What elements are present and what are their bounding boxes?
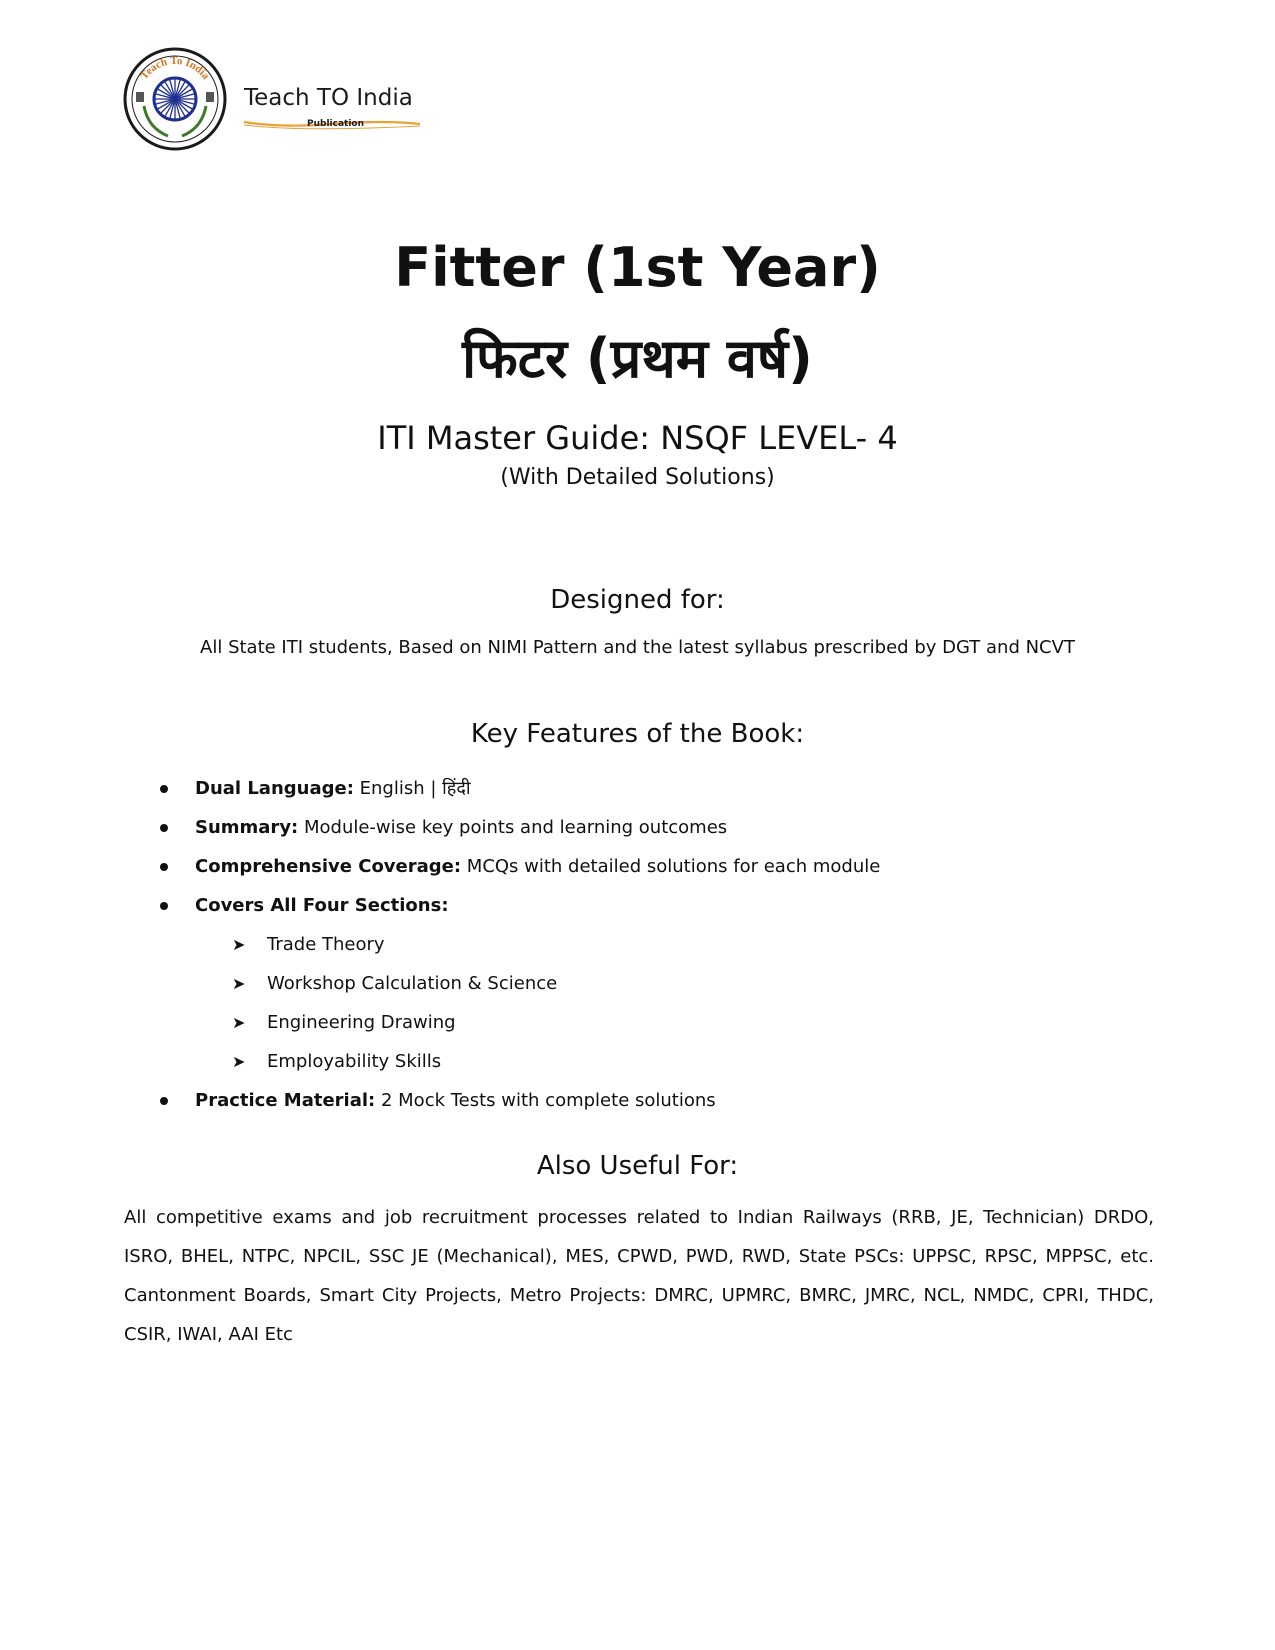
also-heading: Also Useful For: bbox=[536, 1151, 739, 1181]
feature-label: Comprehensive Coverage: bbox=[195, 856, 462, 877]
section-label: Workshop Calculation & Science bbox=[267, 973, 558, 994]
feature-label: Dual Language: bbox=[195, 778, 354, 799]
feature-text: English | हिंदी bbox=[353, 778, 471, 799]
publisher-logo bbox=[122, 44, 422, 156]
feature-text: MCQs with detailed solutions for each module bbox=[461, 856, 881, 877]
arrow-bullet-icon: ➤ bbox=[232, 935, 246, 954]
bullet-icon bbox=[160, 1097, 168, 1105]
title-english: Fitter (1st Year) bbox=[394, 236, 881, 299]
arrow-bullet-icon: ➤ bbox=[232, 1013, 246, 1032]
bullet-icon bbox=[160, 863, 168, 871]
subtitle-note: (With Detailed Solutions) bbox=[500, 465, 775, 490]
arrow-bullet-icon: ➤ bbox=[232, 974, 246, 993]
section-label: Engineering Drawing bbox=[267, 1012, 456, 1033]
feature-label: Summary: bbox=[195, 817, 299, 838]
logo-name: Teach TO India bbox=[244, 85, 413, 111]
feature-text: Module-wise key points and learning outcomes bbox=[298, 817, 728, 838]
feature-label: Practice Material: bbox=[195, 1090, 376, 1111]
section-label: Trade Theory bbox=[267, 934, 385, 955]
bullet-icon bbox=[160, 824, 168, 832]
logo-subtitle: Publication bbox=[307, 119, 365, 129]
logo-ring-text: Teach To India bbox=[138, 54, 212, 82]
arrow-bullet-icon: ➤ bbox=[232, 1052, 246, 1071]
designed-text: All State ITI students, Based on NIMI Pattern and the latest syllabus prescribed by DGT and NCVT bbox=[200, 637, 1075, 658]
feature-label: Covers All Four Sections: bbox=[195, 895, 449, 916]
bullet-icon bbox=[160, 902, 168, 910]
feature-text: 2 Mock Tests with complete solutions bbox=[375, 1090, 716, 1111]
subtitle: ITI Master Guide: NSQF LEVEL- 4 bbox=[377, 419, 898, 457]
designed-heading: Designed for: bbox=[550, 585, 725, 615]
also-text: All competitive exams and job recruitment processes related to Indian Railways (RRB, JE, Technician) DRDO, ISRO, BHEL, NTPC, NPCIL, SSC JE (Mechanical), MES, CPWD, PWD, RWD, State PSCs: UPPSC, RPSC, MPPSC, etc. Cantonment Boards, Smart City Projects, Metro Projects: DMRC, UPMRC, BMRC, JMRC, NCL, NMDC, CPRI, THDC, CSIR, IWAI, AAI Etc bbox=[124, 1207, 1154, 1345]
section-label: Employability Skills bbox=[267, 1051, 442, 1072]
title-hindi: फिटर (प्रथम वर्ष) bbox=[462, 327, 813, 390]
features-heading: Key Features of the Book: bbox=[470, 719, 805, 749]
logo-emblem-icon bbox=[122, 46, 228, 152]
bullet-icon bbox=[160, 785, 168, 793]
